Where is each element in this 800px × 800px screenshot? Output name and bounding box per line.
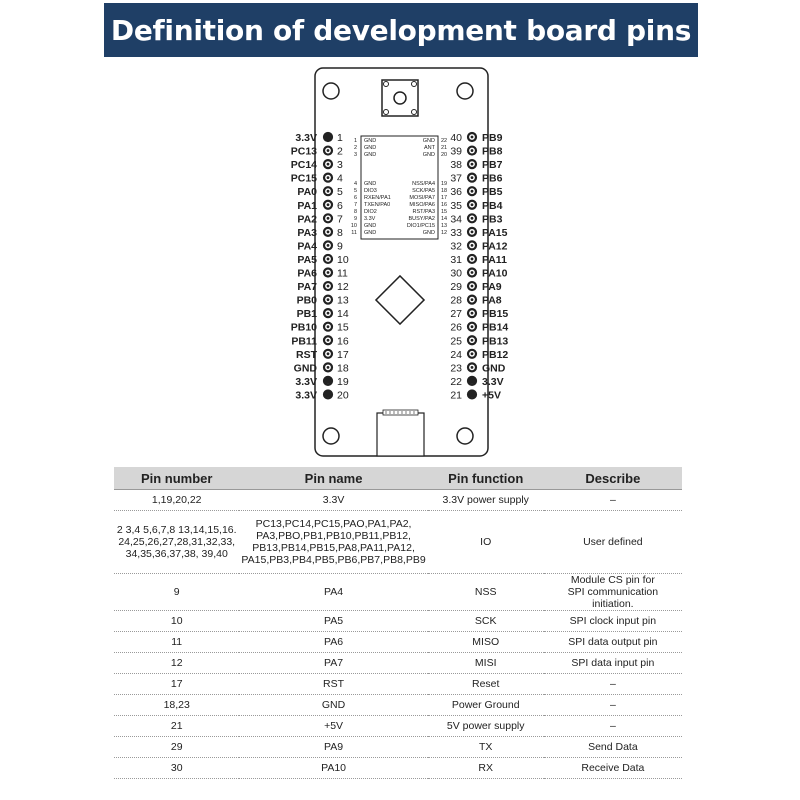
cell-pin-function: 3.3V power supply [428, 490, 544, 511]
pin-label-right: PB5 [482, 186, 503, 199]
module-pin-number-left: 6 [353, 195, 357, 201]
pad-hole-right [471, 271, 474, 274]
pin-number-right: 36 [450, 186, 462, 199]
pin-label-right: PA9 [482, 281, 502, 294]
table-row [114, 611, 682, 632]
square-pad-right [469, 378, 475, 384]
pad-hole-right [471, 366, 474, 369]
cell-pin-name: PA9 [239, 737, 427, 758]
pin-number-left: 2 [337, 145, 343, 158]
cell-pin-name: PC13,PC14,PC15,PAO,PA1,PA2, PA3,PBO,PB1,PB10,PB11,PB12, PB13,PB14,PB15,PA8,PA11,PA12, PA15,PB3,PB4,PB5,PB6,PB7,PB8,PB9 [239, 511, 427, 574]
pin-label-right: PA11 [482, 253, 507, 266]
pin-number-right: 28 [450, 294, 462, 307]
cell-pin-function: MISI [428, 653, 544, 674]
module-pin-number-left: 10 [350, 223, 357, 229]
pin-label-right: PB7 [482, 159, 503, 172]
module-pin-label-left: 3.3V [364, 216, 376, 222]
cell-describe: – [544, 716, 682, 737]
module-pin-label-right: NSS/PA4 [412, 181, 435, 187]
pin-number-left: 6 [337, 199, 343, 212]
cell-describe: – [544, 490, 682, 511]
module-pin-number-right: 19 [441, 181, 448, 187]
cell-describe: SPI clock input pin [544, 611, 682, 632]
cell-pin-number: 21 [114, 716, 239, 737]
cell-pin-function: NSS [428, 574, 544, 611]
module-pin-number-right: 13 [441, 223, 448, 229]
page-title: Definition of development board pins [110, 13, 692, 47]
col-header-pin-name: Pin name [239, 467, 427, 490]
module-pin-label-right: SCK/PA5 [412, 188, 435, 194]
pad-hole-left [327, 271, 330, 274]
pin-number-right: 40 [450, 132, 462, 144]
cell-pin-name: +5V [239, 716, 427, 737]
module-pin-label-right: RST/PA3 [412, 209, 435, 215]
cell-pin-number: 12 [114, 653, 239, 674]
cell-pin-function: Reset [428, 674, 544, 695]
module-pin-number-right: 18 [441, 188, 448, 194]
table-header-row [114, 467, 682, 490]
pin-label-left: PB10 [290, 321, 317, 334]
pin-label-right: +5V [482, 389, 501, 402]
cell-pin-function: MISO [428, 632, 544, 653]
pin-number-right: 22 [450, 375, 462, 388]
module-pin-label-right: GND [422, 230, 435, 236]
pad-hole-right [471, 230, 474, 233]
module-pin-number-right: 12 [441, 230, 448, 236]
pad-hole-right [471, 176, 474, 179]
module-pin-number-left: 9 [353, 216, 357, 222]
module-pin-label-right: GND [422, 152, 435, 158]
module-pin-label-right: MISO/PA6 [409, 202, 435, 208]
cell-describe: – [544, 674, 682, 695]
pad-hole-left [327, 149, 330, 152]
module-pin-number-left: 11 [351, 230, 357, 236]
pad-hole-left [327, 217, 330, 220]
table-row [114, 674, 682, 695]
module-pin-label-left: GND [364, 145, 377, 151]
cell-pin-number: 2 3,4 5,6,7,8 13,14,15,16. 24,25,26,27,28,31,32,33, 34,35,36,37,38, 39,40 [114, 511, 239, 574]
pin-number-left: 14 [337, 308, 349, 321]
pin-label-left: PA3 [297, 226, 317, 239]
pin-label-left: PA7 [297, 281, 317, 294]
pad-hole-right [471, 217, 474, 220]
module-pin-label-left: TXEN/PA0 [364, 202, 391, 208]
pin-label-left: PC14 [290, 159, 317, 172]
pin-label-left: 3.3V [295, 375, 317, 388]
cell-pin-function: RX [428, 758, 544, 779]
pad-hole-right [471, 244, 474, 247]
pin-number-right: 33 [450, 226, 462, 239]
pin-table [114, 467, 682, 779]
table-row [114, 574, 682, 611]
cell-pin-number: 29 [114, 737, 239, 758]
pad-hole-left [327, 352, 330, 355]
cell-pin-name: RST [239, 674, 427, 695]
pad-hole-right [471, 149, 474, 152]
table-row [114, 737, 682, 758]
pin-number-left: 4 [337, 172, 343, 185]
pad-hole-right [471, 163, 474, 166]
pin-label-left: PA4 [297, 240, 317, 253]
pin-number-right: 30 [450, 267, 462, 280]
pad-hole-right [471, 325, 474, 328]
pad-hole-right [471, 203, 474, 206]
pin-label-left: PA1 [297, 199, 317, 212]
pin-label-right: PA15 [482, 226, 508, 239]
module-pin-number-left: 3 [353, 152, 357, 158]
table-row [114, 490, 682, 511]
module-pin-number-left: 7 [353, 202, 357, 208]
module-pin-label-right: GND [422, 138, 435, 144]
module-pin-number-left: 4 [353, 181, 357, 187]
cell-describe: Receive Data [544, 758, 682, 779]
pin-number-left: 1 [337, 132, 343, 144]
pin-label-right: PB8 [482, 145, 503, 158]
pin-number-left: 10 [337, 253, 349, 266]
pin-number-right: 37 [450, 172, 462, 185]
col-header-describe: Describe [544, 467, 682, 490]
cell-pin-name: PA6 [239, 632, 427, 653]
table-row [114, 653, 682, 674]
pad-hole-right [471, 285, 474, 288]
pin-label-right: PB4 [482, 199, 503, 212]
pin-number-left: 7 [337, 213, 343, 226]
pin-label-right: PB13 [482, 335, 509, 348]
pin-label-left: PC15 [290, 172, 317, 185]
cell-describe: SPI data input pin [544, 653, 682, 674]
module-pin-label-left: GND [364, 223, 377, 229]
pad-hole-right [471, 136, 474, 139]
cell-pin-function: SCK [428, 611, 544, 632]
cell-pin-name: GND [239, 695, 427, 716]
pad-hole-left [327, 366, 330, 369]
module-pin-number-right: 16 [441, 202, 448, 208]
pin-number-right: 25 [450, 335, 462, 348]
square-pad-left [325, 134, 331, 140]
cell-describe: SPI data output pin [544, 632, 682, 653]
pin-number-right: 24 [450, 348, 462, 361]
cell-pin-number: 11 [114, 632, 239, 653]
pad-hole-left [327, 298, 330, 301]
pin-number-left: 13 [337, 294, 349, 307]
table-row [114, 632, 682, 653]
module-pin-label-right: BUSY/PA2 [408, 216, 435, 222]
pin-label-right: PA12 [482, 240, 508, 253]
pin-number-left: 12 [337, 281, 349, 294]
cell-pin-number: 10 [114, 611, 239, 632]
pad-hole-right [471, 339, 474, 342]
cell-pin-name: 3.3V [239, 490, 427, 511]
square-pad-left [325, 378, 331, 384]
pad-hole-left [327, 190, 330, 193]
module-pin-label-right: ANT [424, 145, 435, 151]
pin-label-left: PA2 [297, 213, 317, 226]
pad-hole-left [327, 339, 330, 342]
cell-pin-name: PA7 [239, 653, 427, 674]
pad-hole-left [327, 163, 330, 166]
pin-number-right: 34 [450, 213, 462, 226]
pad-hole-left [327, 244, 330, 247]
usb-connector [377, 410, 424, 456]
pin-label-left: GND [293, 362, 317, 375]
cell-pin-name: PA10 [239, 758, 427, 779]
pin-number-right: 27 [450, 308, 462, 321]
col-header-pin-number: Pin number [114, 467, 239, 490]
pad-hole-left [327, 203, 330, 206]
table-row [114, 511, 682, 574]
pin-label-left: PA0 [297, 186, 317, 199]
pin-label-right: PB3 [482, 213, 503, 226]
module-pin-number-right: 14 [441, 216, 448, 222]
pin-label-right: PB12 [482, 348, 509, 361]
pin-label-right: PA10 [482, 267, 508, 280]
cell-pin-number: 17 [114, 674, 239, 695]
pin-number-left: 17 [337, 348, 349, 361]
square-pad-left [325, 391, 331, 397]
module-pin-number-right: 17 [441, 195, 448, 201]
cell-pin-number: 1,19,20,22 [114, 490, 239, 511]
cell-pin-function: Power Ground [428, 695, 544, 716]
module-pin-number-left: 1 [353, 138, 357, 144]
col-header-pin-function: Pin function [428, 467, 544, 490]
table-row [114, 716, 682, 737]
cell-describe: – [544, 695, 682, 716]
module-pin-number-left: 2 [353, 145, 357, 151]
cell-pin-function: 5V power supply [428, 716, 544, 737]
pin-label-left: 3.3V [295, 389, 317, 402]
square-pad-right [469, 391, 475, 397]
pin-number-right: 26 [450, 321, 462, 334]
pin-label-left: RST [296, 348, 317, 361]
cell-describe: Module CS pin for SPI communication initiation. [544, 574, 682, 611]
pin-number-right: 23 [450, 362, 462, 375]
pad-hole-left [327, 285, 330, 288]
module-pin-label-left: RXEN/PA1 [364, 195, 391, 201]
cell-pin-number: 9 [114, 574, 239, 611]
pad-hole-right [471, 312, 474, 315]
pin-number-right: 21 [450, 389, 462, 402]
cell-pin-number: 30 [114, 758, 239, 779]
module-pin-label-left: DIO2 [364, 209, 377, 215]
pad-hole-left [327, 325, 330, 328]
pin-label-left: PB1 [296, 308, 317, 321]
pin-label-right: PB14 [482, 321, 509, 334]
module-pin-label-left: GND [364, 138, 377, 144]
pin-number-left: 8 [337, 226, 343, 239]
module-pin-number-right: 20 [441, 152, 448, 158]
table-row [114, 758, 682, 779]
pad-hole-right [471, 352, 474, 355]
module-pin-label-left: GND [364, 230, 377, 236]
pad-hole-left [327, 176, 330, 179]
pin-number-right: 31 [450, 253, 462, 266]
module-pin-label-left: DIO3 [364, 188, 377, 194]
cell-pin-function: TX [428, 737, 544, 758]
pin-label-right: PB9 [482, 132, 503, 144]
pin-number-left: 11 [337, 267, 348, 280]
pad-hole-left [327, 230, 330, 233]
pin-label-right: PA8 [482, 294, 502, 307]
cell-pin-number: 18,23 [114, 695, 239, 716]
pin-label-left: PB0 [296, 294, 317, 307]
pin-label-left: 3.3V [295, 132, 317, 144]
pin-label-right: 3.3V [482, 375, 504, 388]
pin-number-left: 18 [337, 362, 349, 375]
pin-label-right: GND [482, 362, 506, 375]
module-pin-number-left: 5 [353, 188, 357, 194]
pin-number-left: 3 [337, 159, 343, 172]
pin-number-left: 9 [337, 240, 343, 253]
pin-number-left: 19 [337, 375, 349, 388]
cell-describe: User defined [544, 511, 682, 574]
cell-describe: Send Data [544, 737, 682, 758]
pin-label-left: PA6 [297, 267, 317, 280]
module-pin-number-right: 15 [441, 209, 448, 215]
cell-pin-name: PA5 [239, 611, 427, 632]
pin-number-left: 16 [337, 335, 349, 348]
pin-label-left: PA5 [297, 253, 317, 266]
module-pin-label-right: MOSI/PA7 [409, 195, 435, 201]
pin-number-left: 20 [337, 389, 349, 402]
pad-hole-right [471, 258, 474, 261]
pad-hole-right [471, 190, 474, 193]
pin-number-left: 15 [337, 321, 349, 334]
cell-pin-name: PA4 [239, 574, 427, 611]
module-pin-label-right: DIO1/PC15 [406, 223, 435, 229]
table-row [114, 695, 682, 716]
pad-hole-right [471, 298, 474, 301]
pin-label-left: PC13 [290, 145, 317, 158]
pin-number-right: 38 [450, 159, 462, 172]
module-pin-number-right: 21 [441, 145, 448, 151]
module-pin-label-left: GND [364, 152, 377, 158]
pin-number-right: 35 [450, 199, 462, 212]
module-pin-number-right: 22 [441, 138, 448, 144]
pin-number-right: 32 [450, 240, 462, 253]
pin-number-right: 29 [450, 281, 462, 294]
pin-label-left: PB11 [291, 335, 317, 348]
pin-label-right: PB15 [482, 308, 509, 321]
module-pin-number-left: 8 [353, 209, 357, 215]
pin-label-right: PB6 [482, 172, 503, 185]
pin-number-right: 39 [450, 145, 462, 158]
cell-pin-function: IO [428, 511, 544, 574]
pad-hole-left [327, 312, 330, 315]
pad-hole-left [327, 258, 330, 261]
pin-number-left: 5 [337, 186, 343, 199]
module-pin-label-left: GND [364, 181, 377, 187]
